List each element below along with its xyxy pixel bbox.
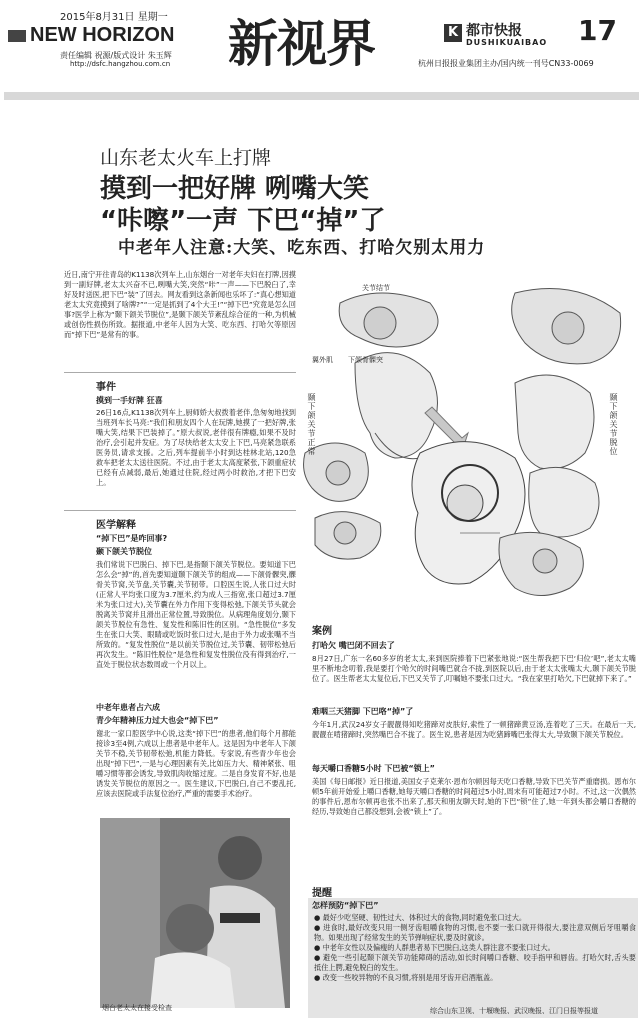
- skull-left: [355, 353, 438, 459]
- case-2-body: 今年1月,武汉24岁女子靓靓得知吃猪蹄对皮肤好,索性了一顿猪蹄黄豆汤,连着吃了三天。在最后一天,靓靓在啃猪蹄时,突然嘴巴合不拢了。医生说,患者是因为吃猪蹄嘴巴张得太大,导致颞下颌关节脱位。: [312, 720, 636, 739]
- joint-inset-right: [512, 289, 621, 364]
- headline-deck: 中老年人注意:大笑、吃东西、打哈欠别太用力: [118, 238, 486, 258]
- label-normal-joint: 颞下颌关节正常: [307, 393, 316, 456]
- event-body: 26日16点,K1138次列车上,厨师娇大叔拨着老伴,急匆匆地找到当班列车长马亮:“我们和朋友四个人在玩牌,她摸了一把好牌,张嘴大笑,结果下巴装掉了。”原大叔说,老伴很有牌瘾,如果不及时治疗,会引起并发症。为了尽快给老太太安上下巴,马亮紧急联系医务员,请求支援。之后,列车提前半小时到达桂林北站,120急救车把老太太送往医院。不过,由于老太太高度紧张,下颌重症状已经有点减弱,最后,她通过住院,经过两小时救治,才把下巴安上。: [96, 408, 296, 487]
- medical-section-title: 医学解释: [96, 520, 136, 531]
- brand-name: 都市快报: [466, 23, 522, 39]
- tips-item: ● 避免一些引起颞下颌关节功能障碍的活动,如长时间嚼口香糖、咬手指甲和唇齿。打哈欠时,舌头要抵住上腭,避免脱臼的发生。: [314, 953, 636, 972]
- event-subhead: 摸到一手好牌 狂喜: [96, 396, 163, 405]
- editor-credits: 责任编辑 祝源/版式设计 朱玉辉: [60, 51, 172, 60]
- risk-subhead-2: 青少年精神压力过大也会“掉下巴”: [96, 716, 219, 725]
- case-1-body: 8月27日,广东一名60多岁的老太太,来到医院捧着下巴紧张地说:“医生帮我把下巴‘归位’吧”,老太太嘴里不断地念叨着,我是要打个哈欠的时间嘴巴就合不拢,到医院以后,由于老太太张嘴太大,颞下颌关节脱位了。医生帮老太太复位后,下巴又关节了,叮嘱她不要张口过大。“我在家里打哈欠,下巴就掉下来了。”: [312, 654, 636, 683]
- medical-body: 我们常说下巴脱臼、掉下巴,是指颞下颌关节脱位。要知道下巴怎么会“掉”的,首先要知道颞下颌关节的组成——下颌骨髁突,髁骨关节窝,关节盘,关节囊,关节韧带。口腔医生说,人张口过大时(正常人平均张口度为3.7厘米,约为成人三指宽,张口超过3.7厘米为张口过大),关节囊在外力作用下变得松弛,下颌关节头就会脱离关节窝并且滑出正常位置,导致脱位。从病理角度划分,颞下颌关节脱位有急性、复发性和陈旧性的区别。“急性脱位”多发生在张口大笑、眼睛或吃饭时张口过大,是由于外力或张嘴不当所致的。“复发性脱位”是以前关节脱位过,关节囊、韧带松弛后再次发生。“陈旧性脱位”是急性和复发性脱位没有得到治疗,一直处于脱位状态数周或一个月以上。: [96, 560, 296, 669]
- lead-paragraph: 近日,南宁开往青岛的K1138次列车上,山东烟台一对老年夫妇在打牌,因摸到一副好牌,老太太兴奋不已,咧嘴大笑,突然“咔”一声——下巴脱臼了,幸好及时送医,把下巴“装”了回去。网友看到这条新闻也乐坏了:“真心想知道老太太究竟摸到了啥牌?”“一定是抓到了4个大王!”“掉下巴”究竟是怎么回事?医学上称为“颞下颌关节脱位”,是颞下颌关节紊乱综合征的一种,为机械或创伤性损伤所致。据报道,中老年人因为大笑、吃东西、打哈欠等原因而“掉下巴”是常有的事。: [64, 270, 296, 339]
- label-lateral-muscle: 翼外肌: [312, 356, 333, 364]
- case-3-title: 每天嚼口香糖5小时 下巴被“锁上”: [312, 764, 435, 773]
- label-tubercle: 关节结节: [362, 284, 390, 292]
- tips-list: [314, 913, 636, 983]
- divider: [64, 372, 296, 373]
- tips-item: ● 最好少吃坚硬、韧性过大、体积过大的食物,同时避免张口过大。: [314, 913, 527, 922]
- brand-name-en: DUSHIKUAIBAO: [466, 38, 548, 47]
- section-logo-icon: [8, 30, 26, 42]
- issue-date: 2015年8月31日 星期一: [60, 12, 168, 23]
- joint-inset-top: [339, 293, 438, 347]
- divider: [64, 510, 296, 511]
- section-name: NEW HORIZON: [30, 24, 175, 46]
- page-title: 新视界: [228, 14, 375, 73]
- headline-main-2: “咔嚓”一声 下巴“掉”了: [100, 206, 386, 236]
- tips-item: ● 改变一些咬异物的不良习惯,将别是用牙齿开启酒瓶盖。: [314, 973, 498, 982]
- headline-kicker: 山东老太火车上打牌: [100, 147, 272, 169]
- tips-source: 综合山东卫视、十堰晚报、武汉晚报、江门日报等报道: [430, 1007, 598, 1015]
- jaw-diagram: [300, 283, 630, 613]
- label-condyle: 下颌骨髁突: [348, 356, 383, 364]
- risk-subhead-1: 中老年患者占六成: [96, 703, 160, 712]
- tips-subhead: 怎样预防“掉下巴”: [312, 901, 379, 910]
- medical-subhead-1: “掉下巴”是咋回事?: [96, 534, 168, 543]
- photo-caption: 烟台老太太在接受检查: [102, 1004, 172, 1012]
- case-3-body: 美国《每日邮报》近日报道,美国女子克莱尔·恩布尔顿因每天吃口香糖,导致下巴关节严重磨损。恩布尔顿5年前开始爱上嚼口香糖,她每天嚼口香糖的时间超过5小时,周末有可能超过7小时。不过,这一次偶然的事件后,恩布尔顿再也张不出来了,那天和朋友聊天时,她的下巴“锁”住了,她一年到头都会嚼口香糖的经历,导致她自己都没想到,会被“锁上”了。: [312, 777, 636, 816]
- jaw-diagram-svg: [300, 283, 630, 613]
- case-2-title: 难咽三天猪脚 下巴咯“掉”了: [312, 707, 414, 716]
- news-photo: [100, 818, 290, 1008]
- publisher-line: 杭州日报报业集团主办/国内统一刊号CN33-0069: [418, 59, 594, 68]
- page-number: 17: [578, 14, 617, 47]
- tips-section-title: 提醒: [312, 888, 332, 899]
- header-divider: [4, 92, 639, 100]
- brand-logo-icon: K: [444, 24, 462, 42]
- cases-section-title: 案例: [312, 626, 332, 637]
- tips-item: ● 进食时,最好改变只用一侧牙齿咀嚼食物的习惯,也不要一张口就开得很大,要注意双侧后牙咀嚼食物。如果出现了经常发生的关节弹响症状,要及时就诊。: [314, 923, 637, 942]
- case-1-title: 打哈欠 嘴巴闭不回去了: [312, 641, 395, 650]
- medical-subhead-2: 颞下颌关节脱位: [96, 547, 152, 556]
- event-section-title: 事件: [96, 382, 116, 393]
- joint-inset-left: [304, 443, 381, 559]
- tips-item: ● 中老年女性以及偏瘦的人群患者易下巴脱臼,这类人群注意不要张口过大。: [314, 943, 555, 952]
- site-url[interactable]: http://dsfc.hangzhou.com.cn: [70, 60, 171, 68]
- label-dislocated-joint: 颞下颌关节脱位: [609, 393, 618, 456]
- photo-illustration: [100, 818, 290, 1008]
- risk-body: 谢北一家口腔医学中心说,这类“掉下巴”的患者,他们每个月都能接诊3至4例,六成以上患者是中老年人。这是因为中老年人下颌关节不稳,关节韧带松弛,机能力降低。专家说,有些青少年也会出现“掉下巴”,一是与心理因素有关,比如压力大、精神紧张、咀嚼习惯等都会诱发,导致肌肉收缩过度。二是自身发育不好,也是诱发关节脱位的原因之一。医生建议,下巴脱臼,自己不要乱托,应该去医院或手法复位治疗,严重的需要手术治疗。: [96, 729, 296, 798]
- headline-main-1: 摸到一把好牌 咧嘴大笑: [100, 174, 370, 204]
